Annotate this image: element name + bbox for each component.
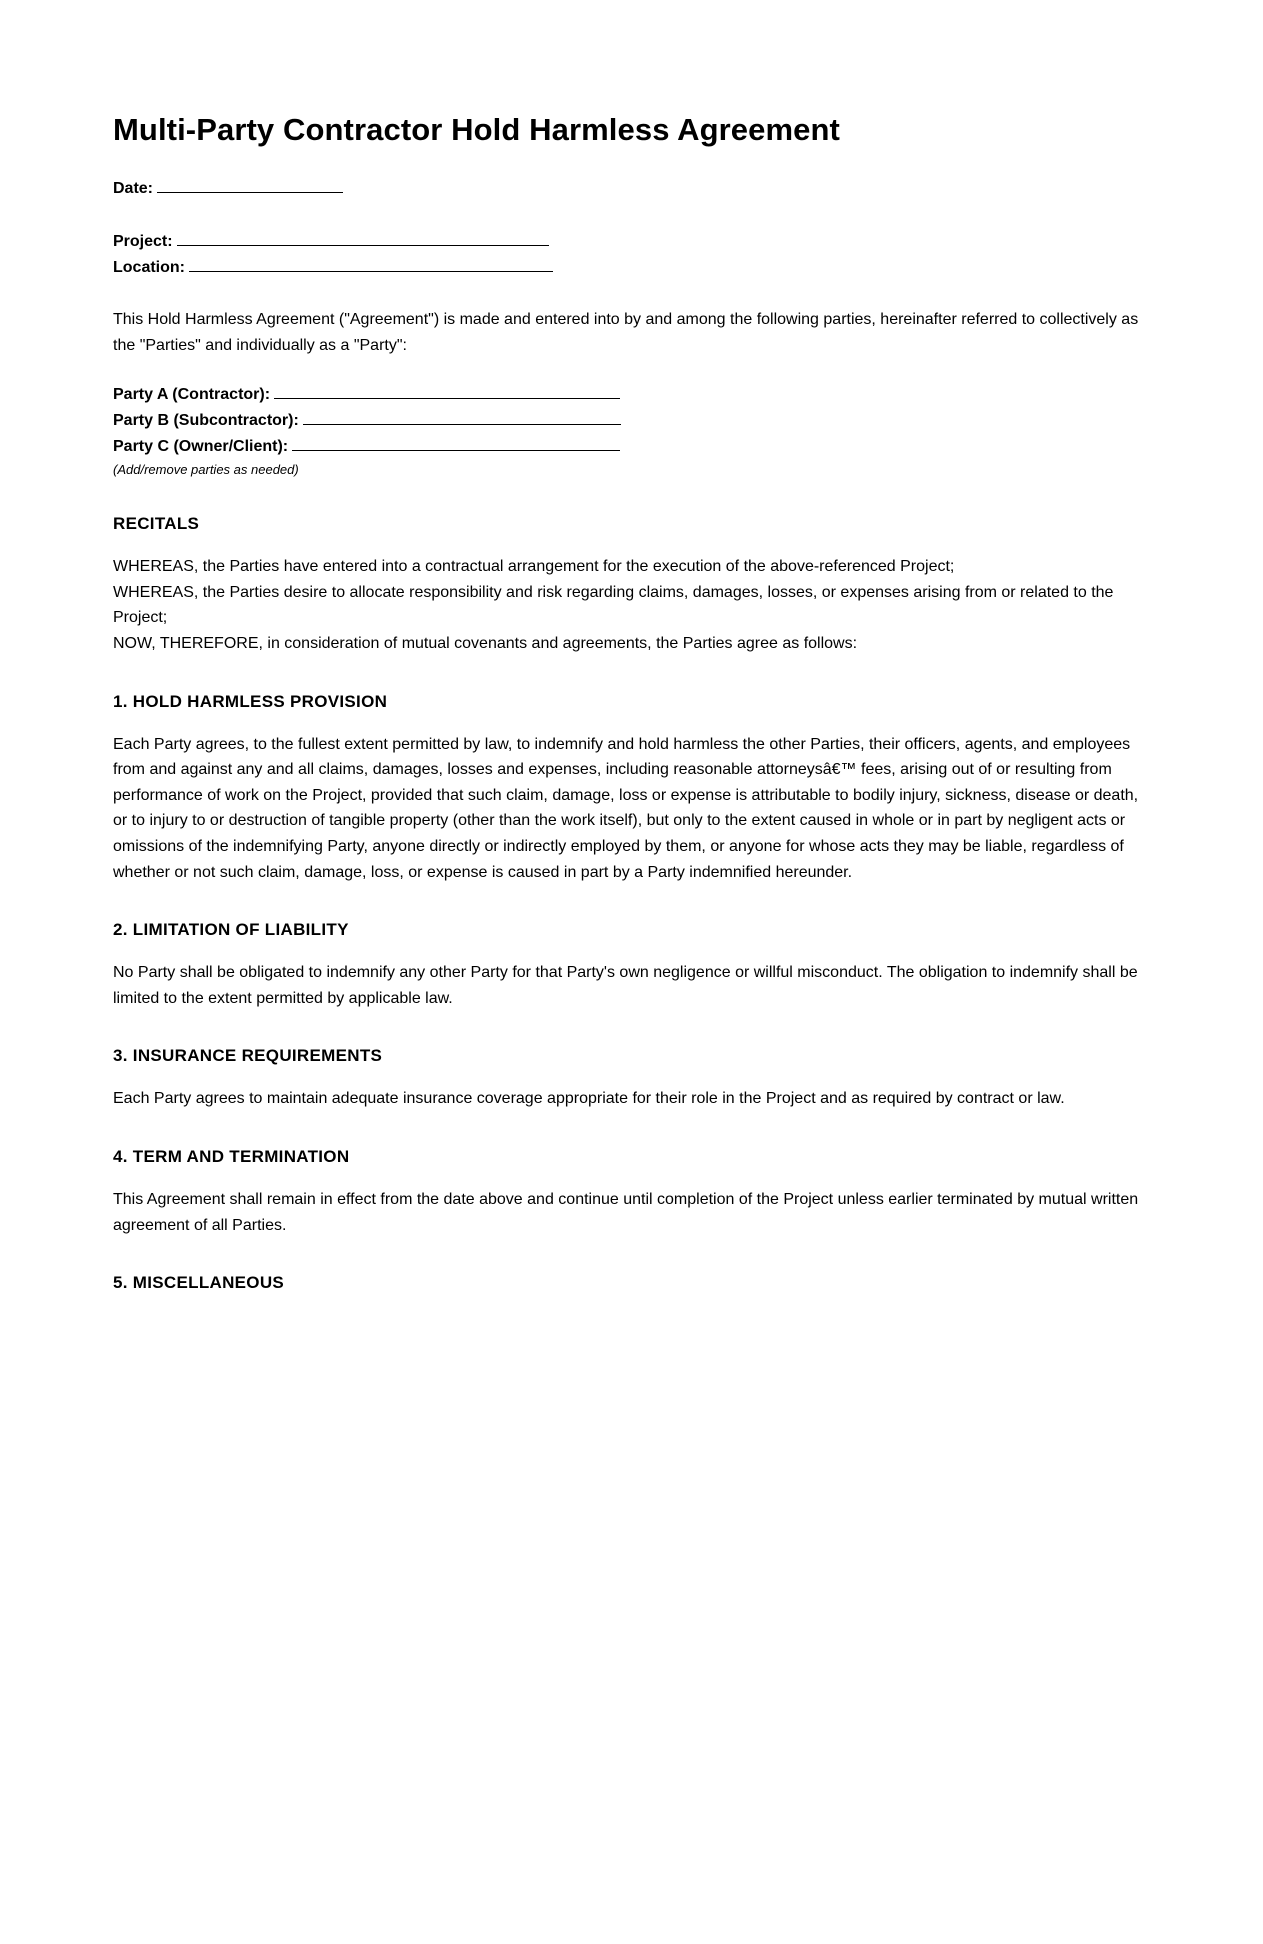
parties-note: (Add/remove parties as needed) [113, 462, 299, 478]
section-1-heading: 1. HOLD HARMLESS PROVISION [113, 691, 388, 711]
location-blank-line [189, 255, 553, 272]
location-field [113, 255, 1143, 281]
date-field [113, 176, 1143, 202]
party-b-blank-line [303, 408, 621, 425]
project-blank-line [177, 229, 549, 246]
recital-whereas-1: WHEREAS, the Parties have entered into a contractual arrangement for the execution of the above-referenced Project; [113, 558, 955, 576]
section-5-heading: 5. MISCELLANEOUS [113, 1273, 285, 1293]
section-1-body: Each Party agrees, to the fullest extent permitted by law, to indemnify and hold harmless the other Parties, their officers, agents, and employees from and against any and all claims, damages, losses and expenses, including reasonable attorneysâ€™ fees, arising out of or resulting from performance of work on the Project, provided that such claim, damage, loss or expense is attributable to bodily injury, sickness, disease or death, or to injury to or destruction of tangible property (other than the work itself), but only to the extent caused in whole or in part by negligent acts or omissions of the indemnifying Party, anyone directly or indirectly employed by them, or anyone for whose acts they may be liable, regardless of whether or not such claim, damage, loss, or expense is caused in part by a Party indemnified hereunder. [113, 735, 1139, 881]
document-page [113, 108, 1143, 1295]
party-a-field [113, 382, 1143, 408]
party-a-blank-line [274, 382, 620, 399]
section-3-body: Each Party agrees to maintain adequate insurance coverage appropriate for their role in the Project and as required by contract or law. [113, 1090, 1065, 1108]
party-c-field [113, 434, 1143, 460]
section-4-heading: 4. TERM AND TERMINATION [113, 1146, 350, 1166]
location-label: Location: [113, 259, 185, 276]
intro-paragraph: This Hold Harmless Agreement ("Agreement") is made and entered into by and among the following parties, hereinafter referred to collectively as the "Parties" and individually as a "Party": [113, 311, 1139, 354]
section-2-body: No Party shall be obligated to indemnify any other Party for that Party's own negligence or willful misconduct. The obligation to indemnify shall be limited to the extent permitted by applicable law. [113, 964, 1138, 1007]
party-b-field [113, 408, 1143, 434]
project-label: Project: [113, 233, 173, 250]
date-label: Date: [113, 180, 154, 197]
date-blank-line [157, 176, 343, 193]
document-title: Multi-Party Contractor Hold Harmless Agreement [113, 112, 840, 147]
party-c-label: Party C (Owner/Client): [113, 438, 289, 456]
party-b-label: Party B (Subcontractor): [113, 412, 299, 430]
section-2-heading: 2. LIMITATION OF LIABILITY [113, 920, 349, 940]
party-a-label: Party A (Contractor): [113, 386, 271, 404]
recital-now-therefore: NOW, THEREFORE, in consideration of mutual covenants and agreements, the Parties agree as follows: [113, 634, 858, 652]
recitals-heading: RECITALS [113, 514, 200, 534]
project-field [113, 229, 1143, 255]
party-c-blank-line [292, 434, 620, 451]
section-3-heading: 3. INSURANCE REQUIREMENTS [113, 1046, 383, 1066]
recital-whereas-2: WHEREAS, the Parties desire to allocate responsibility and risk regarding claims, damages, losses, or expenses arising from or related to the Project; [113, 583, 1114, 627]
section-4-body: This Agreement shall remain in effect from the date above and continue until completion of the Project unless earlier terminated by mutual written agreement of all Parties. [113, 1190, 1139, 1234]
